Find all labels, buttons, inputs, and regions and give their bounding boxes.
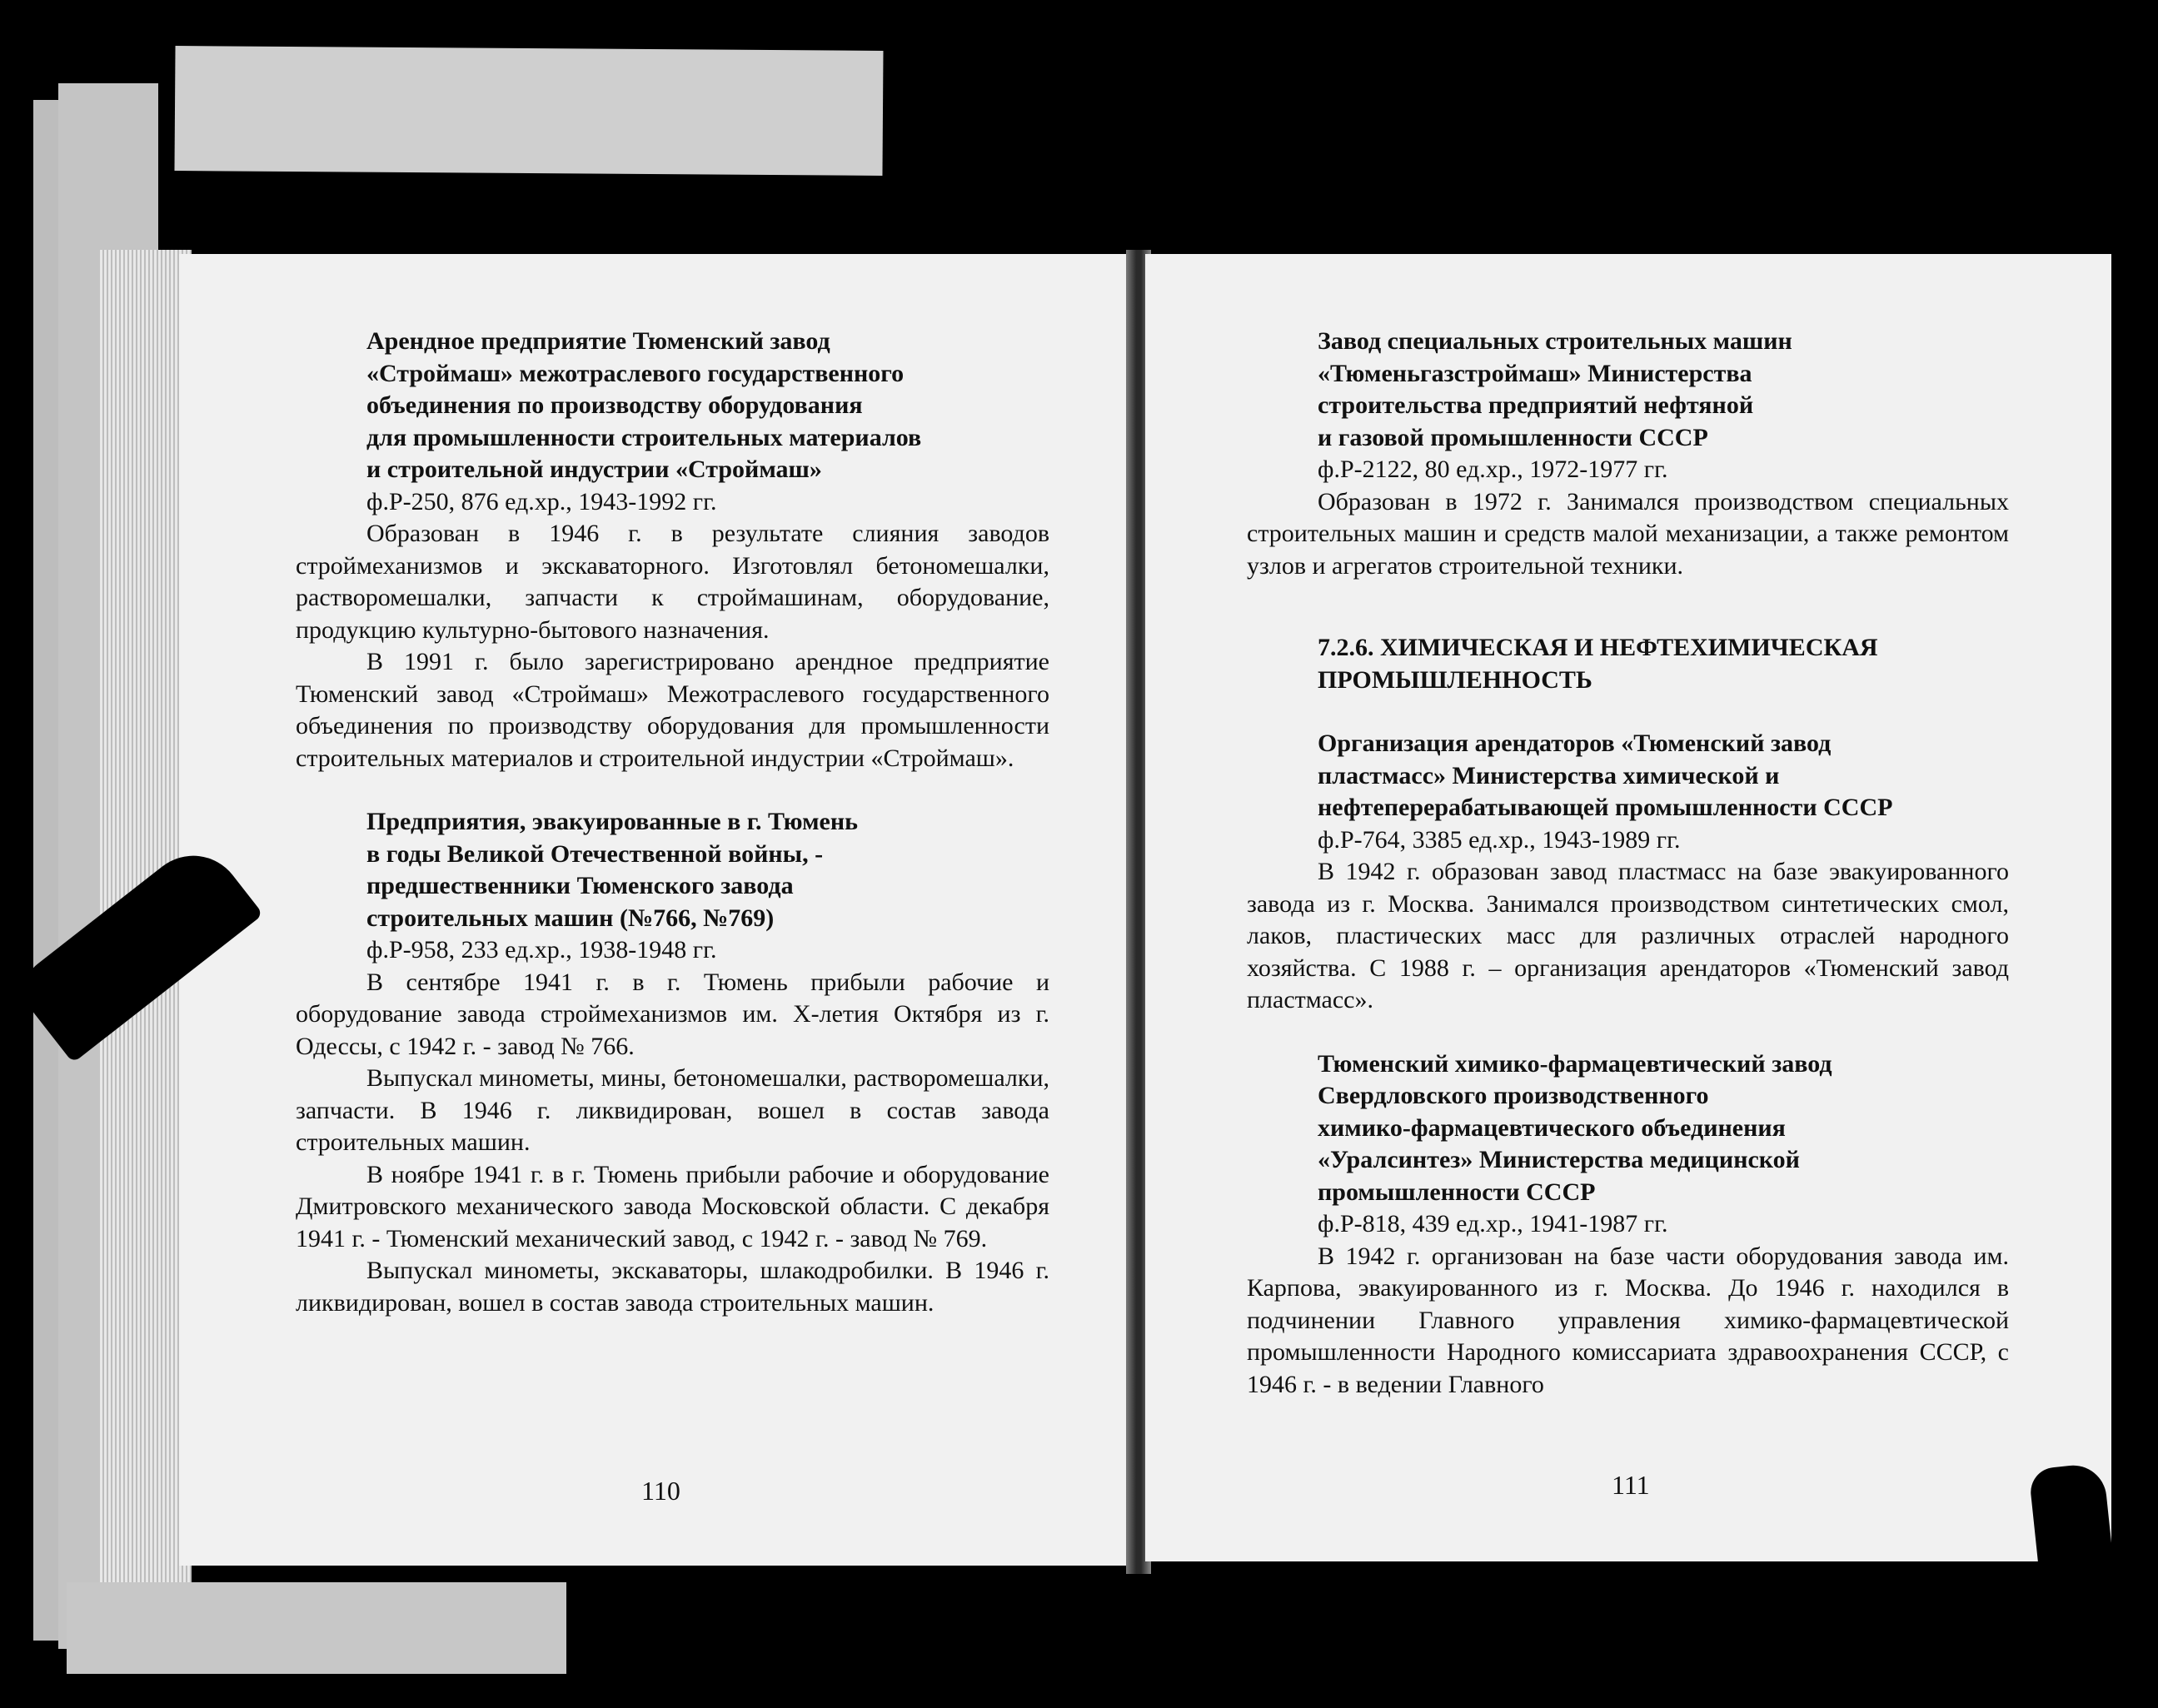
paragraph: Образован в 1946 г. в результате слияния заводов строймеханизмов и экскаваторного. Изготовлял бетономешалки, растворомешалки, запчасти к строймашинам, оборудование, продукцию культурно-бытового назначения. [296,520,1049,644]
page-number: 110 [641,1476,680,1506]
fund-reference: ф.Р-250, 876 ед.хр., 1943-1992 гг. [366,487,717,515]
paragraph: В 1942 г. организован на базе части оборудования завода им. Карпова, эвакуированного из г. Москва. До 1946 г. находился в подчинении Главного управления химико-фармацевтической промышленности Народного комиссариата здравоохранения СССР, с 1946 г. - в ведении Главного [1247,1242,2009,1398]
heading-plastics-plant: Организация арендаторов «Тюменский завод пластмасс» Министерства химической и нефтеперерабатывающей промышленности СССР [1318,730,1893,821]
paragraph: В 1942 г. образован завод пластмасс на базе эвакуированного завода из г. Москва. Занимался производством синтетических смол, лаков, пластических масс для различных отраслей народного хозяйства. С 1988 г. – организация арендаторов «Тюменский завод пластмасс». [1247,858,2009,1013]
paragraph: Выпускал минометы, мины, бетономешалки, растворомешалки, запчасти. В 1946 г. ликвидирован, вошел в состав завода строительных машин. [296,1064,1049,1156]
fund-reference: ф.Р-764, 3385 ед.хр., 1943-1989 гг. [1318,825,1681,854]
paragraph: Образован в 1972 г. Занимался производством специальных строительных машин и средств малой механизации, а также ремонтом узлов и агрегатов строительной техники. [1247,487,2009,580]
fund-reference: ф.Р-958, 233 ед.хр., 1938-1948 гг. [366,936,717,964]
paragraph: Выпускал минометы, экскаваторы, шлакодробилки. В 1946 г. ликвидирован, вошел в состав завода строительных машин. [296,1257,1049,1317]
right-page [1145,254,2111,1561]
heading-stroymash: Арендное предприятие Тюменский завод «Строймаш» межотраслевого государственного объединения по производству оборудования для промышленности строительных материалов и строительной индустрии «Строймаш» [366,327,922,483]
heading-evacuated-enterprises: Предприятия, эвакуированные в г. Тюмень в годы Великой Отечественной войны, - предшественники Тюменского завода строительных машин (№766, №769) [366,808,858,932]
paragraph: В ноябре 1941 г. в г. Тюмень прибыли рабочие и оборудование Дмитровского механического завода Московской области. С декабря 1941 г. - Тюменский механический завод, с 1942 г. - завод № 769. [296,1160,1049,1252]
heading-tyumengazstroymash: Завод специальных строительных машин «Тюменьгазстроймаш» Министерства строительства предприятий нефтяной и газовой промышленности СССР [1318,327,1792,451]
section-title: 7.2.6. ХИМИЧЕСКАЯ И НЕФТЕХИМИЧЕСКАЯ ПРОМЫШЛЕННОСТЬ [1318,634,1878,694]
paragraph: В сентябре 1941 г. в г. Тюмень прибыли рабочие и оборудование завода строймеханизмов им. X-летия Октября из г. Одессы, с 1942 г. - завод № 766. [296,968,1049,1060]
fund-reference: ф.Р-818, 439 ед.хр., 1941-1987 гг. [1318,1210,1668,1237]
foam-padding-top [174,46,883,176]
right-page-text [1247,326,2009,1401]
left-page [179,254,1137,1566]
left-page-text [296,326,1049,1319]
fund-reference: ф.Р-2122, 80 ед.хр., 1972-1977 гг. [1318,456,1668,483]
foam-padding-bottom [67,1582,566,1674]
paragraph: В 1991 г. было зарегистрировано арендное предприятие Тюменский завод «Строймаш» Межотраслевого государственного объединения по производству оборудования для промышленности строительных материалов и строительной индустрии «Строймаш». [296,648,1049,772]
heading-pharma-plant: Тюменский химико-фармацевтический завод Свердловского производственного химико-фармацевтического объединения «Уралсинтез» Министерства медицинской промышленности СССР [1318,1049,1832,1206]
page-number: 111 [1612,1470,1650,1500]
